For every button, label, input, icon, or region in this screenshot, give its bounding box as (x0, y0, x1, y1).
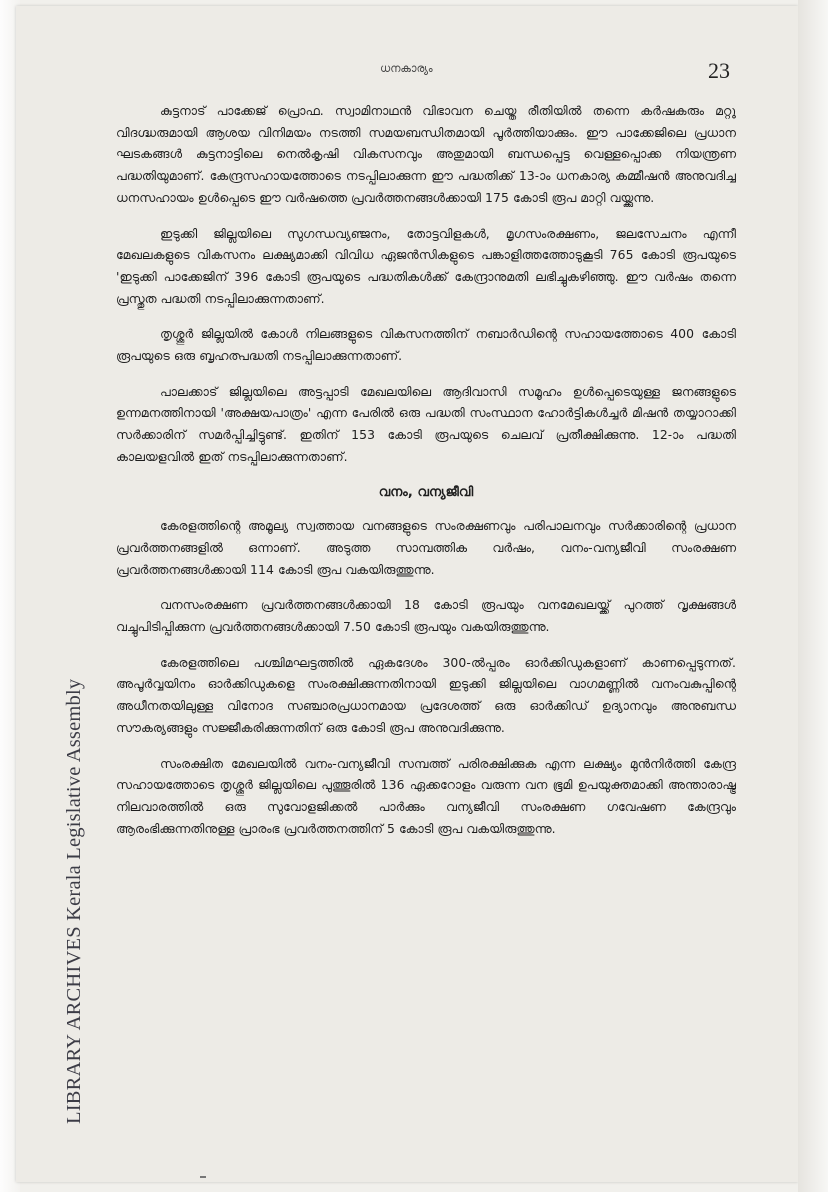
page-number: 23 (708, 58, 730, 83)
running-header: ധനകാര്യം (380, 62, 433, 75)
document-body (116, 100, 736, 853)
paragraph-attappadi: പാലക്കാട് ജില്ലയിലെ അട്ടപ്പാടി മേഖലയിലെ ആദിവാസി സമൂഹം ഉൾപ്പെടെയുള്ള ജനങ്ങളുടെ ഉന്നമനത്തിനായി 'അക്ഷയപാത്രം' എന്ന പേരിൽ ഒരു പദ്ധതി സംസ്ഥാന ഹോർട്ടികൾച്ചർ മിഷൻ തയ്യാറാക്കി സർക്കാരിന് സമർപ്പിച്ചിട്ടുണ്ട്. ഇതിന് 153 കോടി രൂപയുടെ ചെലവ് പ്രതീക്ഷിക്കുന്നു. 12-ാം പദ്ധതി കാലയളവിൽ ഇത് നടപ്പിലാക്കുന്നതാണ്. (116, 383, 736, 464)
paragraph-zoological-park: സംരക്ഷിത മേഖലയിൽ വനം-വന്യജീവി സമ്പത്ത് പരിരക്ഷിക്കുക എന്ന ലക്ഷ്യം മുൻനിർത്തി കേന്ദ്ര സഹായത്തോടെ തൃശ്ശൂർ ജില്ലയിലെ പുത്തൂരിൽ 136 ഏക്കറോളം വരുന്ന വന ഭൂമി ഉപയുക്തമാക്കി അന്താരാഷ്ട്ര നിലവാരത്തിൽ ഒരു സുവോളജിക്കൽ പാർക്കും വന്യജീവി സംരക്ഷണ ഗവേഷണ കേന്ദ്രവും ആരംഭിക്കുന്നതിനുള്ള പ്രാരംഭ പ്രവർത്തനത്തിന് 5 കോടി രൂപ വകയിരുത്തുന്നു. (116, 755, 736, 836)
paragraph-orchid-park: കേരളത്തിലെ പശ്ചിമഘട്ടത്തിൽ ഏകദേശം 300-ൽപ്പരം ഓർക്കിഡുകളാണ് കാണപ്പെടുന്നത്. അപൂർവ്വയിനം ഓർക്കിഡുകളെ സംരക്ഷിക്കുന്നതിനായി ഇടുക്കി ജില്ലയിലെ വാഗമണ്ണിൽ വനംവകുപ്പിന്റെ അധീനതയിലുള്ള വിനോദ സഞ്ചാരപ്രധാനമായ പ്രദേശത്ത് ഒരു ഓർക്കിഡ് ഉദ്യാനവും അനുബന്ധ സൗകര്യങ്ങളും സജ്ജീകരിക്കുന്നതിന് ഒരു കോടി രൂപ അനുവദിക്കുന്നു. (116, 654, 736, 735)
paragraph-forest-protection: കേരളത്തിന്റെ അമൂല്യ സ്വത്തായ വനങ്ങളുടെ സംരക്ഷണവും പരിപാലനവും സർക്കാരിന്റെ പ്രധാന പ്രവർത്തനങ്ങളിൽ ഒന്നാണ്. അടുത്ത സാമ്പത്തിക വർഷം, വനം-വന്യജീവി സംരക്ഷണ പ്രവർത്തനങ്ങൾക്കായി 114 കോടി രൂപ വകയിരുത്തുന്നു. (116, 518, 736, 577)
paragraph-thrissur: തൃശ്ശൂർ ജില്ലയിൽ കോൾ നിലങ്ങളുടെ വികസനത്തിന് നബാർഡിന്റെ സഹായത്തോടെ 400 കോടി രൂപയുടെ ഒരു ബൃഹത്പദ്ധതി നടപ്പിലാക്കുന്നതാണ്. (116, 326, 736, 364)
paragraph-kuttanad: കുട്ടനാട് പാക്കേജ് പ്രൊഫ. സ്വാമിനാഥൻ വിഭാവന ചെയ്ത രീതിയിൽ തന്നെ കർഷകരും മറ്റു വിദഗ്ദ്ധരുമായി ആശയ വിനിമയം നടത്തി സമയബന്ധിതമായി പൂർത്തിയാക്കും. ഈ പാക്കേജിലെ പ്രധാന ഘടകങ്ങൾ കുട്ടനാട്ടിലെ നെൽകൃഷി വികസനവും അതുമായി ബന്ധപ്പെട്ട വെള്ളപ്പൊക്ക നിയന്ത്രണ പദ്ധതിയുമാണ്. കേന്ദ്രസഹായത്തോടെ നടപ്പിലാക്കുന്ന ഈ പദ്ധതിക്ക് 13-ാം ധനകാര്യ കമ്മീഷൻ അനുവദിച്ച ധനസഹായം ഉൾപ്പെടെ ഈ വർഷത്തെ പ്രവർത്തനങ്ങൾക്കായി 175 കോടി രൂപ മാറ്റി വയ്ക്കുന്നു. (116, 103, 736, 205)
scan-artifact (200, 1176, 206, 1178)
paragraph-idukki: ഇടുക്കി ജില്ലയിലെ സുഗന്ധവ്യഞ്ജനം, തോട്ടവിളകൾ, മൃഗസംരക്ഷണം, ജലസേചനം എന്നീ മേഖലകളുടെ വികസനം ലക്ഷ്യമാക്കി വിവിധ ഏജൻസികളുടെ പങ്കാളിത്തത്തോടുകൂടി 765 കോടി രൂപയുടെ 'ഇടുക്കി പാക്കേജിന് 396 കോടി രൂപയുടെ പദ്ധതികൾക്ക് കേന്ദ്രാനുമതി ലഭിച്ചുകഴിഞ്ഞു. ഈ വർഷം തന്നെ പ്രസ്തുത പദ്ധതി നടപ്പിലാക്കുന്നതാണ്. (116, 225, 736, 306)
archive-watermark: LIBRARY ARCHIVES Kerala Legislative Assembly (63, 678, 85, 1124)
page-edge (798, 0, 828, 1192)
paragraph-afforestation: വനസംരക്ഷണ പ്രവർത്തനങ്ങൾക്കായി 18 കോടി രൂപയും വനമേഖലയ്ക്ക് പുറത്ത് വൃക്ഷങ്ങൾ വച്ചുപിടിപ്പിക്കുന്ന പ്രവർത്തനങ്ങൾക്കായി 7.50 കോടി രൂപയും വകയിരുത്തുന്നു. (116, 597, 736, 635)
section-heading: വനം, വന്യജീവി (378, 484, 474, 500)
